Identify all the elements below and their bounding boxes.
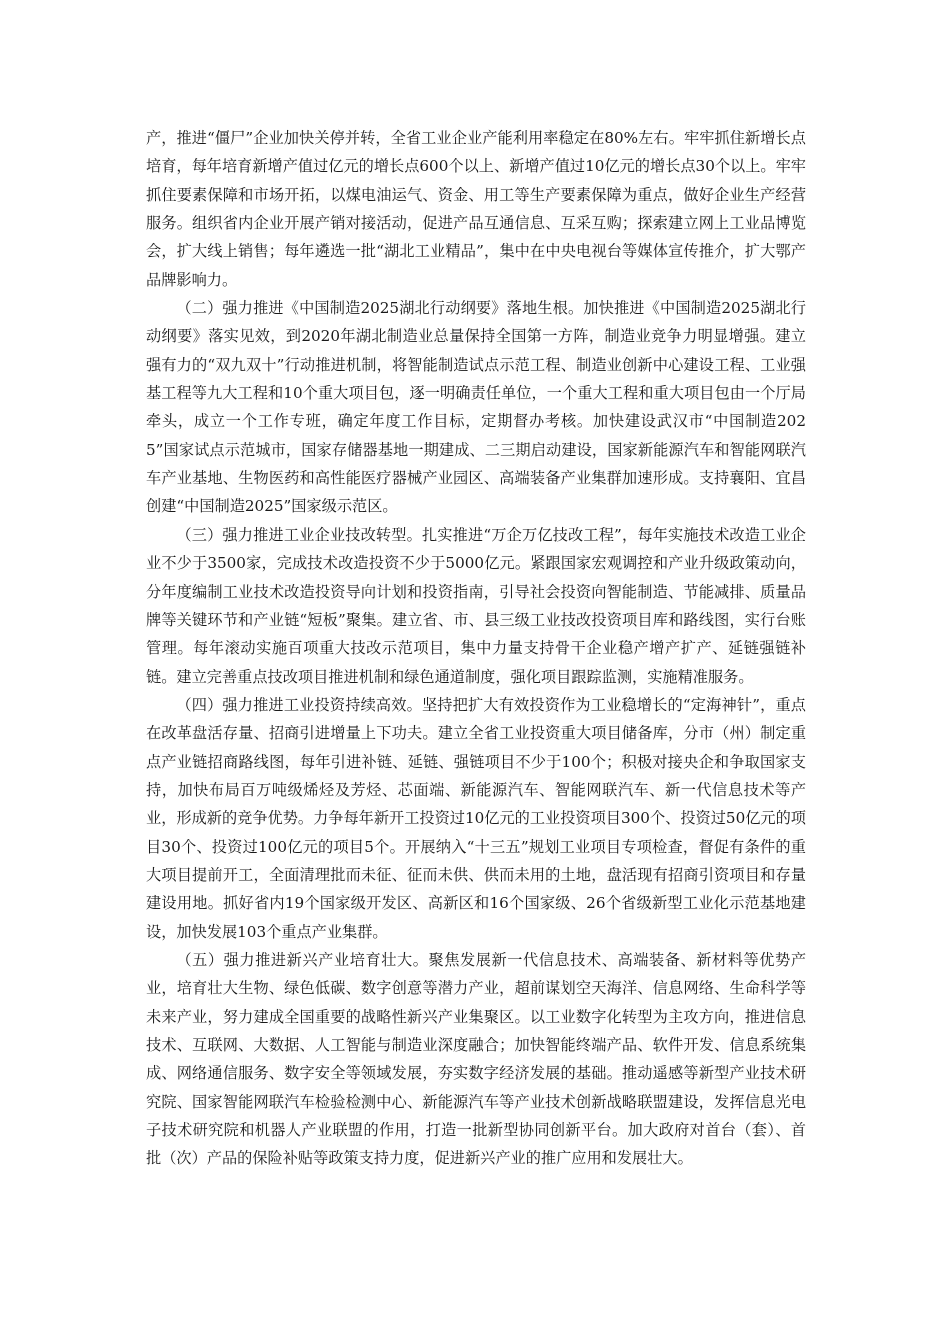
document-page [146, 124, 806, 1173]
paragraph-section-2: （二）强力推进《中国制造2025湖北行动纲要》落地生根。加快推进《中国制造2025湖北行动纲要》落实见效，到2020年湖北制造业总量保持全国第一方阵，制造业竞争力明显增强。建立强有力的“双九双十”行动推进机制，将智能制造试点示范工程、制造业创新中心建设工程、工业强基工程等九大工程和10个重大项目包，逐一明确责任单位，一个重大工程和重大项目包由一个厅局牵头，成立一个工作专班，确定年度工作目标，定期督办考核。加快建设武汉市“中国制造2025”国家试点示范城市，国家存储器基地一期建成、二三期启动建设，国家新能源汽车和智能网联汽车产业基地、生物医药和高性能医疗器械产业园区、高端装备产业集群加速形成。支持襄阳、宜昌创建“中国制造2025”国家级示范区。 [146, 299, 806, 516]
paragraph-continuation: 产，推进“僵尸”企业加快关停并转，全省工业企业产能利用率稳定在80%左右。牢牢抓住新增长点培育，每年培育新增产值过亿元的增长点600个以上、新增产值过10亿元的增长点30个以上。牢牢抓住要素保障和市场开拓，以煤电油运气、资金、用工等生产要素保障为重点，做好企业生产经营服务。组织省内企业开展产销对接活动，促进产品互通信息、互采互购；探索建立网上工业品博览会，扩大线上销售；每年遴选一批“湖北工业精品”，集中在中央电视台等媒体宣传推介，扩大鄂产品牌影响力。 [146, 129, 806, 289]
paragraph-section-5: （五）强力推进新兴产业培育壮大。聚焦发展新一代信息技术、高端装备、新材料等优势产业，培育壮大生物、绿色低碳、数字创意等潜力产业，超前谋划空天海洋、信息网络、生命科学等未来产业，努力建成全国重要的战略性新兴产业集聚区。以工业数字化转型为主攻方向，推进信息技术、互联网、大数据、人工智能与制造业深度融合；加快智能终端产品、软件开发、信息系统集成、网络通信服务、数字安全等领域发展，夯实数字经济发展的基础。推动遥感等新型产业技术研究院、国家智能网联汽车检验检测中心、新能源汽车等产业技术创新战略联盟建设，发挥信息光电子技术研究院和机器人产业联盟的作用，打造一批新型协同创新平台。加大政府对首台（套）、首批（次）产品的保险补贴等政策支持力度，促进新兴产业的推广应用和发展壮大。 [146, 950, 806, 1168]
paragraph-section-3: （三）强力推进工业企业技改转型。扎实推进“万企万亿技改工程”，每年实施技术改造工业企业不少于3500家，完成技术改造投资不少于5000亿元。紧跟国家宏观调控和产业升级政策动向，分年度编制工业技术改造投资导向计划和投资指南，引导社会投资向智能制造、节能减排、质量品牌等关键环节和产业链“短板”聚集。建立省、市、县三级工业技改投资项目库和路线图，实行台账管理。每年滚动实施百项重大技改示范项目，集中力量支持骨干企业稳产增产扩产、延链强链补链。建立完善重点技改项目推进机制和绿色通道制度，强化项目跟踪监测，实施精准服务。 [146, 525, 806, 686]
paragraph-section-4: （四）强力推进工业投资持续高效。坚持把扩大有效投资作为工业稳增长的“定海神针”，重点在改革盘活存量、招商引进增量上下功夫。建立全省工业投资重大项目储备库，分市（州）制定重点产业链招商路线图，每年引进补链、延链、强链项目不少于100个；积极对接央企和争取国家支持，加快布局百万吨级烯烃及芳烃、芯面端、新能源汽车、智能网联汽车、新一代信息技术等产业，形成新的竞争优势。力争每年新开工投资过10亿元的工业投资项目300个、投资过50亿元的项目30个、投资过100亿元的项目5个。开展纳入“十三五”规划工业项目专项检查，督促有条件的重大项目提前开工，全面清理批而未征、征而未供、供而未用的土地，盘活现有招商引资项目和存量建设用地。抓好省内19个国家级开发区、高新区和16个国家级、26个省级新型工业化示范基地建设，加快发展103个重点产业集群。 [146, 695, 806, 941]
